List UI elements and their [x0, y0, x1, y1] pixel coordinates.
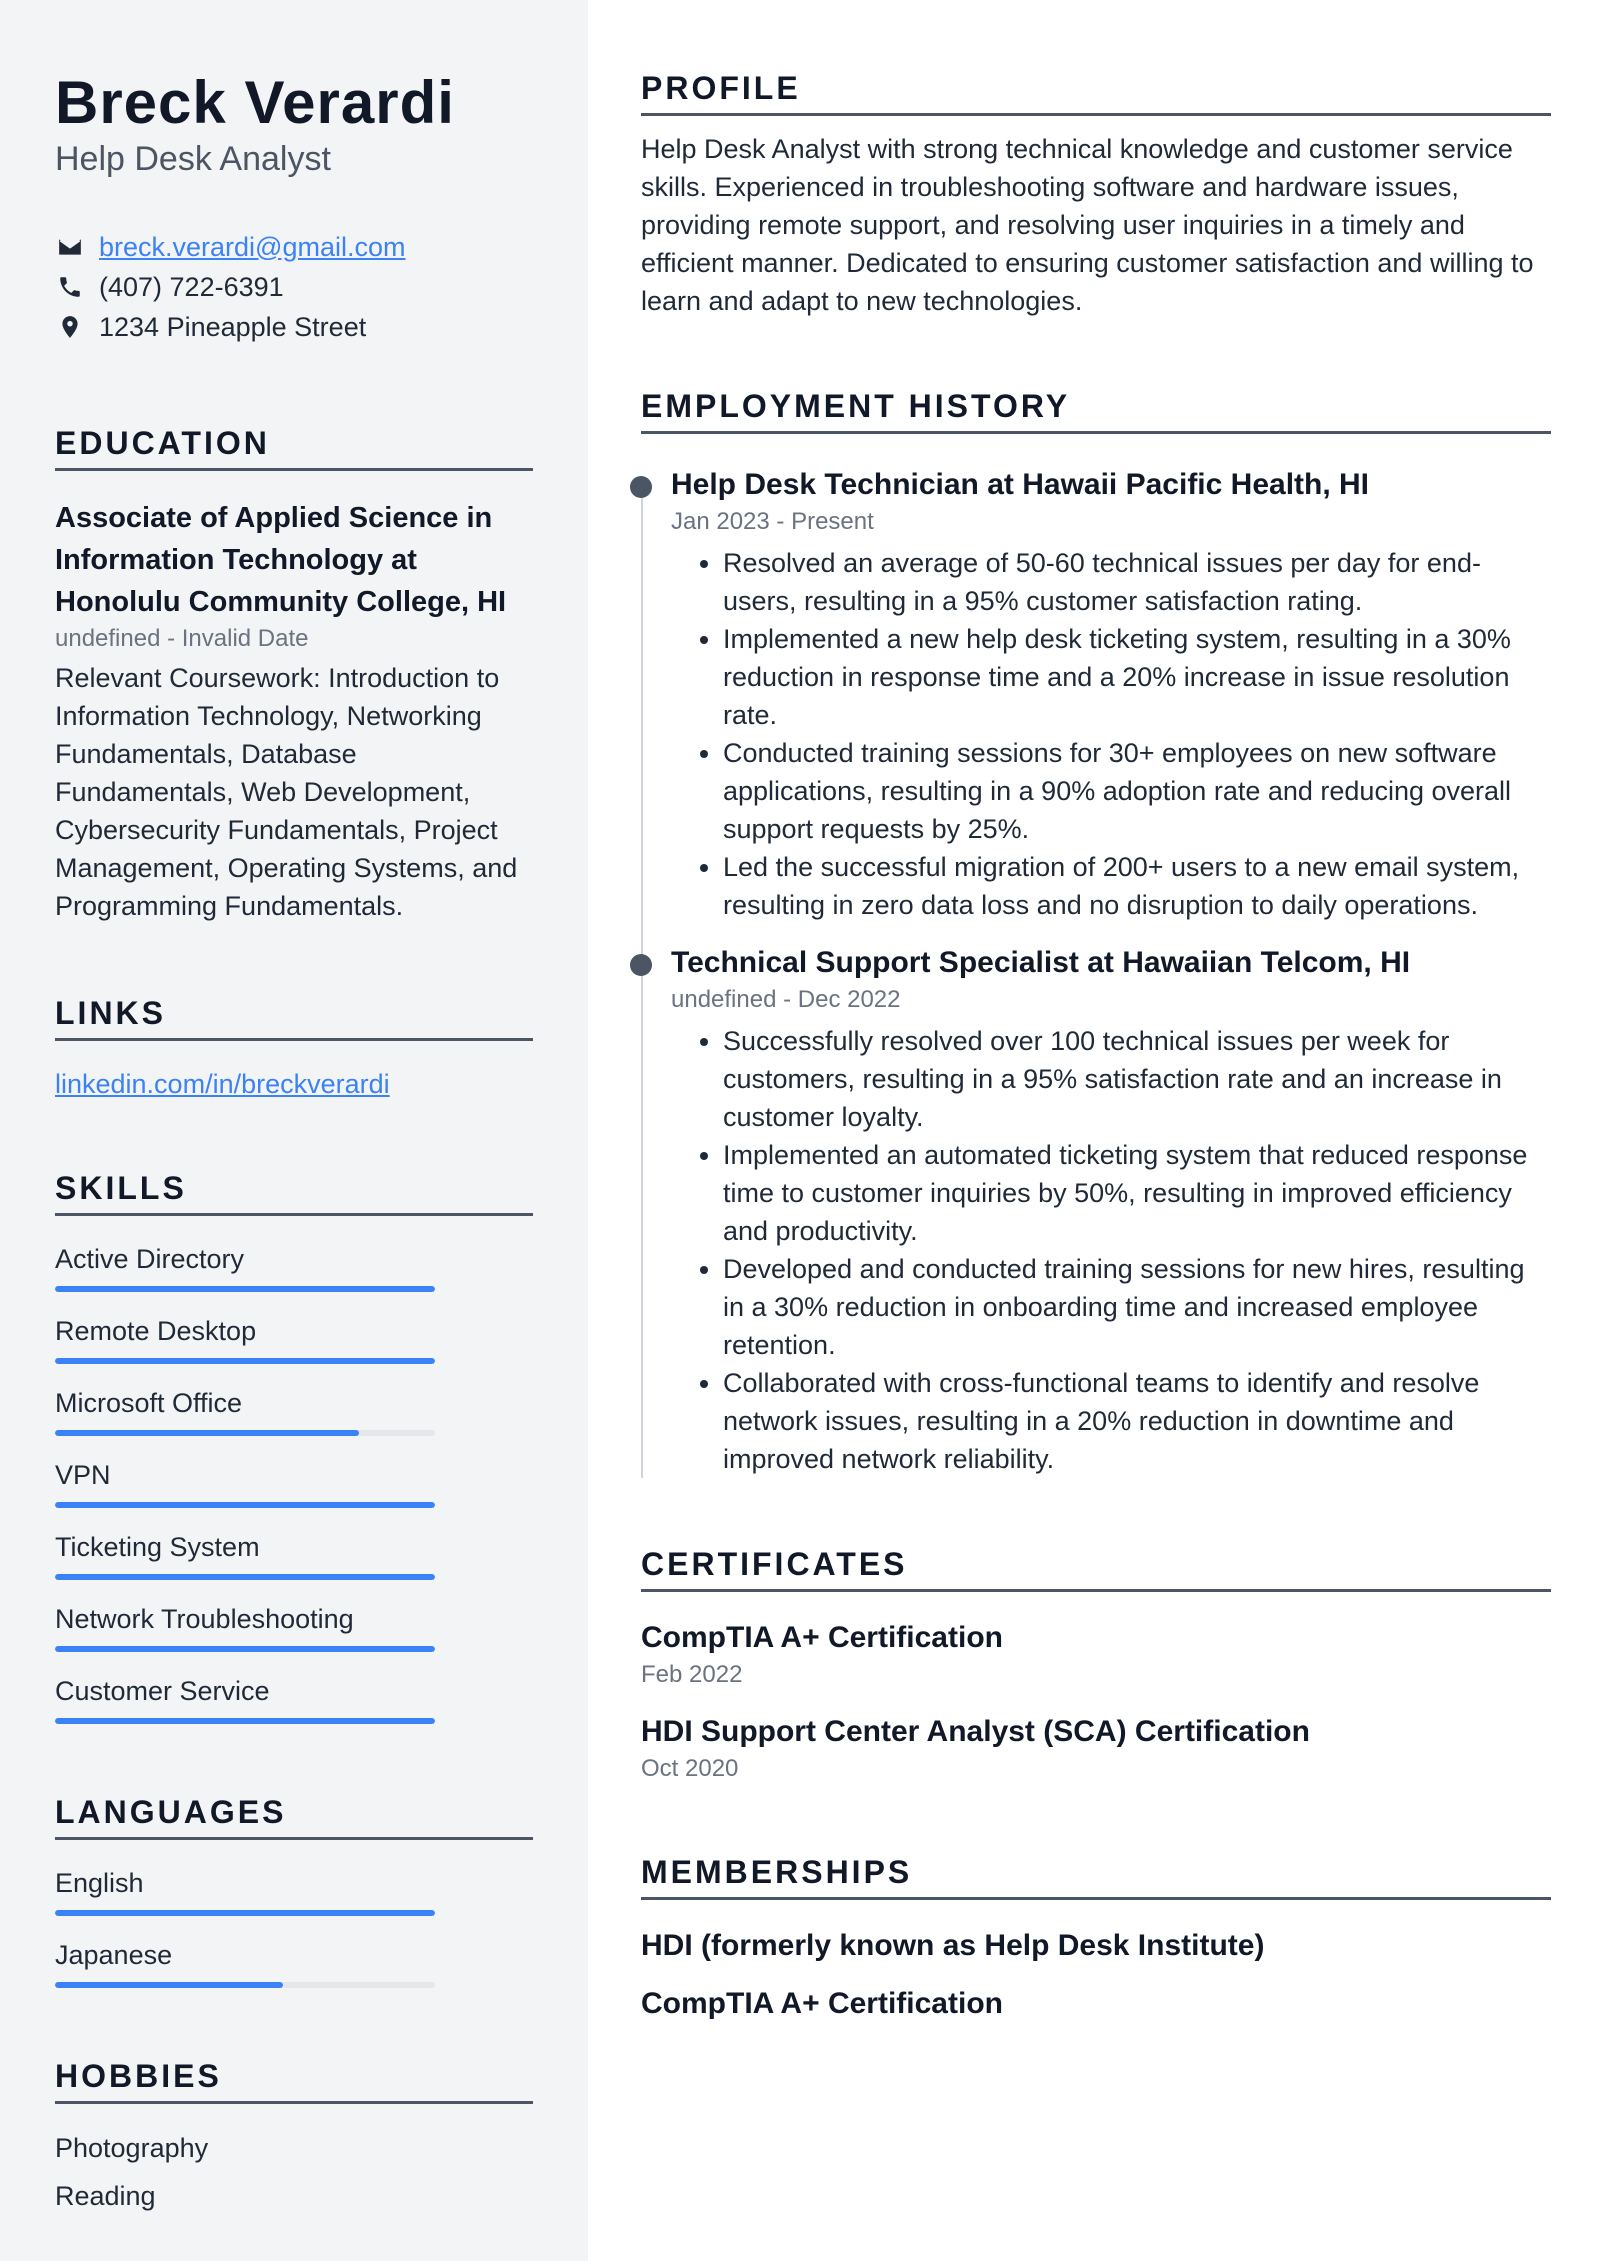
contact-list [55, 227, 533, 347]
skill-item [55, 1530, 533, 1580]
skill-item-level-bar [55, 1358, 435, 1364]
job-date: undefined - Dec 2022 [671, 986, 901, 1013]
language-item [55, 1866, 533, 1916]
skill-item-level-fill [55, 1718, 435, 1724]
skill-item-level-bar [55, 1646, 435, 1652]
skill-item-level-bar [55, 1430, 435, 1436]
language-item-name: English [55, 1868, 144, 1898]
certificate-date: Oct 2020 [641, 1755, 739, 1782]
phone-number: (407) 722-6391 [99, 271, 284, 302]
location-pin-icon [55, 312, 85, 342]
job-bullet: • Successfully resolved over 100 technical issues per week for customers, resulting in a 95% satisfaction rate and an increase in customer loyalty. [723, 1022, 1551, 1136]
certificate-item [641, 1712, 1551, 1786]
education-section [55, 425, 533, 925]
profile-heading: PROFILE [641, 70, 1551, 116]
sidebar [0, 0, 588, 2261]
candidate-name: Breck Verardi [55, 69, 455, 136]
skill-item-level-fill [55, 1502, 435, 1508]
skill-item [55, 1386, 533, 1436]
timeline-dot [630, 954, 652, 976]
job-bullet: • Developed and conducted training sessions for new hires, resulting in a 30% reduction in onboarding time and increased employee retention. [723, 1250, 1551, 1364]
employment-timeline [641, 464, 1551, 1478]
skill-item-name: Ticketing System [55, 1532, 260, 1562]
profile-section [641, 70, 1551, 320]
skill-item-name: Customer Service [55, 1676, 270, 1706]
contact-phone [55, 267, 533, 307]
skill-item-level-fill [55, 1286, 435, 1292]
hobby-item: Reading [55, 2181, 156, 2211]
email-link[interactable]: breck.verardi@gmail.com [99, 231, 406, 262]
education-description: Relevant Coursework: Introduction to Information Technology, Networking Fundamentals, Database Fundamentals, Web Development, Cybersecurity Fundamentals, Project Management, Operating Systems, and Programming Fundamentals. [55, 663, 518, 921]
certificates-heading: CERTIFICATES [641, 1546, 1551, 1592]
employment-heading: EMPLOYMENT HISTORY [641, 388, 1551, 434]
language-item-level-bar [55, 1982, 435, 1988]
job-entry [671, 464, 1551, 924]
language-item-name: Japanese [55, 1940, 173, 1970]
skill-item-name: Active Directory [55, 1244, 245, 1274]
job-bullet: • Resolved an average of 50-60 technical issues per day for end-users, resulting in a 95% customer satisfaction rating. [723, 544, 1551, 620]
job-bullet: • Implemented an automated ticketing system that reduced response time to customer inquiries by 50%, resulting in improved efficiency and productivity. [723, 1136, 1551, 1250]
memberships-section [641, 1854, 1551, 2024]
certificate-name: CompTIA A+ Certification [641, 1621, 1003, 1654]
envelope-icon [55, 232, 85, 262]
language-item-level-fill [55, 1982, 283, 1988]
skill-item-level-bar [55, 1718, 435, 1724]
job-bullets [671, 1022, 1551, 1478]
job-bullet: • Led the successful migration of 200+ users to a new email system, resulting in zero data loss and no disruption to daily operations. [723, 848, 1551, 924]
hobbies-section [55, 2058, 533, 2220]
links-heading: LINKS [55, 995, 533, 1041]
profile-summary: Help Desk Analyst with strong technical knowledge and customer service skills. Experienced in troubleshooting software and hardware issues, providing remote support, and resolving user inquiries in a timely and efficient manner. Dedicated to ensuring customer satisfaction and willing to learn and adapt to new technologies. [641, 134, 1534, 316]
links-section [55, 995, 533, 1100]
timeline-rail [641, 486, 643, 1478]
memberships-heading: MEMBERSHIPS [641, 1854, 1551, 1900]
job-bullet: • Implemented a new help desk ticketing system, resulting in a 30% reduction in response time and a 20% increase in issue resolution rate. [723, 620, 1551, 734]
language-item-level-bar [55, 1910, 435, 1916]
certificates-section [641, 1546, 1551, 1786]
contact-address [55, 307, 533, 347]
job-bullet: • Conducted training sessions for 30+ employees on new software applications, resulting in a 90% adoption rate and reducing overall support requests by 25%. [723, 734, 1551, 848]
main-content [641, 0, 1551, 2092]
certificate-date: Feb 2022 [641, 1661, 743, 1688]
skills-heading: SKILLS [55, 1170, 533, 1216]
education-date: undefined - Invalid Date [55, 625, 309, 652]
contact-email [55, 227, 533, 267]
skill-item-level-fill [55, 1646, 435, 1652]
languages-section [55, 1794, 533, 1988]
linkedin-link[interactable]: linkedin.com/in/breckverardi [55, 1069, 390, 1099]
certificate-item [641, 1618, 1551, 1692]
job-bullets [671, 544, 1551, 924]
language-item [55, 1938, 533, 1988]
skill-item-level-fill [55, 1358, 435, 1364]
skill-item-level-bar [55, 1574, 435, 1580]
language-item-level-fill [55, 1910, 435, 1916]
job-title: Help Desk Technician at Hawaii Pacific Health, HI [671, 468, 1370, 501]
hobbies-heading: HOBBIES [55, 2058, 533, 2104]
skill-item [55, 1458, 533, 1508]
certificate-name: HDI Support Center Analyst (SCA) Certification [641, 1715, 1310, 1748]
skill-item-level-fill [55, 1574, 435, 1580]
skill-item-name: Network Troubleshooting [55, 1604, 354, 1634]
skill-item [55, 1242, 533, 1292]
skill-item-name: VPN [55, 1460, 111, 1490]
languages-heading: LANGUAGES [55, 1794, 533, 1840]
skill-item [55, 1314, 533, 1364]
skill-item-level-fill [55, 1430, 359, 1436]
membership-item: CompTIA A+ Certification [641, 1987, 1003, 2020]
skill-item [55, 1602, 533, 1652]
candidate-title: Help Desk Analyst [55, 140, 331, 178]
skill-item-level-bar [55, 1286, 435, 1292]
employment-section [641, 388, 1551, 1478]
skills-section [55, 1170, 533, 1724]
skill-item-name: Remote Desktop [55, 1316, 257, 1346]
skill-item-name: Microsoft Office [55, 1388, 243, 1418]
job-title: Technical Support Specialist at Hawaiian Telcom, HI [671, 946, 1411, 979]
job-date: Jan 2023 - Present [671, 508, 874, 535]
membership-item: HDI (formerly known as Help Desk Institute) [641, 1929, 1265, 1962]
phone-icon [55, 272, 85, 302]
education-degree: Associate of Applied Science in Information Technology at Honolulu Community College, HI [55, 502, 507, 618]
job-bullet: • Collaborated with cross-functional teams to identify and resolve network issues, resulting in a 20% reduction in downtime and improved network reliability. [723, 1364, 1551, 1478]
hobby-item: Photography [55, 2133, 209, 2163]
address: 1234 Pineapple Street [99, 311, 367, 342]
skill-item [55, 1674, 533, 1724]
job-entry [671, 942, 1551, 1478]
timeline-dot [630, 476, 652, 498]
education-heading: EDUCATION [55, 425, 533, 471]
skill-item-level-bar [55, 1502, 435, 1508]
